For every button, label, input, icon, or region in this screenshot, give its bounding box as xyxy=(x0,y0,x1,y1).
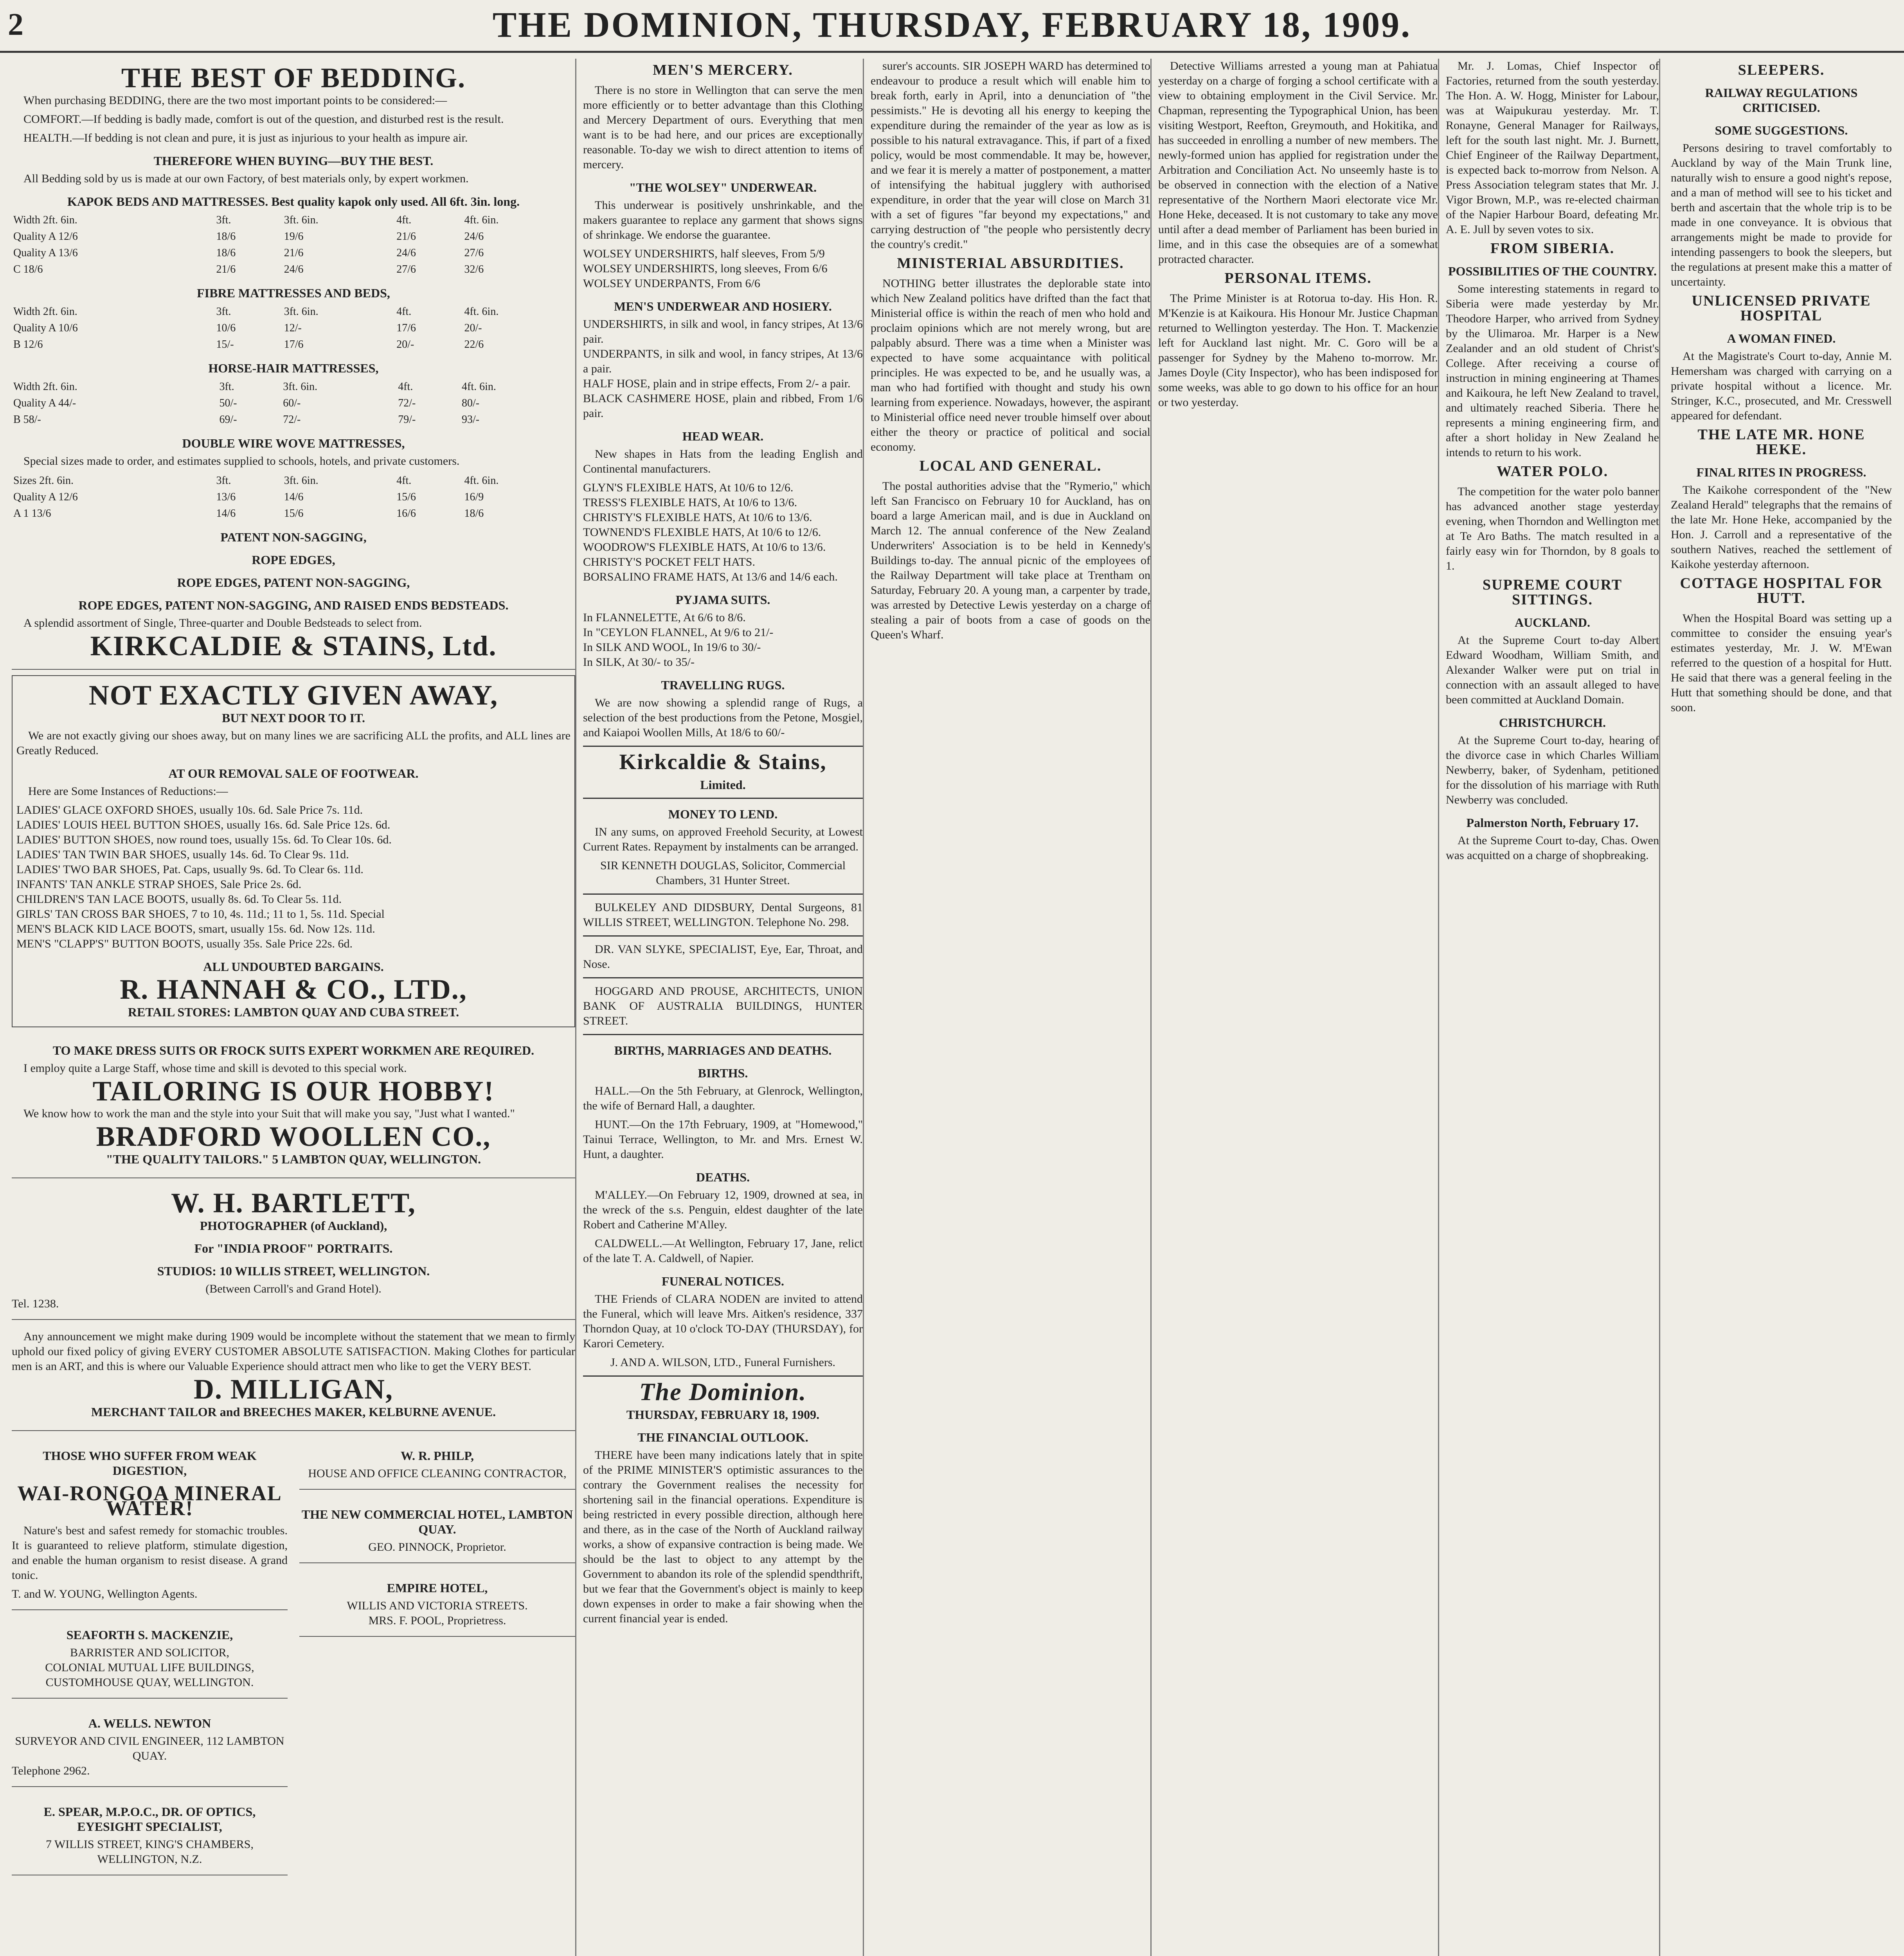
birth-notice: HUNT.—On the 17th February, 1909, at "Homewood," Tainui Terrace, Wellington, to Mr. and Mrs. Ernest W. Hunt, a daughter. xyxy=(583,1118,863,1161)
bradford-name: BRADFORD WOOLLEN CO., xyxy=(96,1121,491,1152)
wolsey-item: WOLSEY UNDERPANTS, From 6/6 xyxy=(583,277,760,290)
birth-notice: HALL.—On the 5th February, at Glenrock, Wellington, the wife of Bernard Hall, a daughter. xyxy=(583,1084,863,1112)
heke-subheading: FINAL RITES IN PROGRESS. xyxy=(1696,465,1866,479)
bedding-health: HEALTH.—If bedding is not clean and pure, it is just as injurious to your health as impure air. xyxy=(23,131,468,144)
absurdities-text: NOTHING better illustrates the deplorable state into which New Zealand politics have drifted than the fact that Ministerial office is within the reach of men who hold and proclaim opinions which are not merely wrong, but are palpably absurd. There was a time when a Minister was expected to have some acquaintance with political principles. He was expected to be, and he usually was, a man who had fortified with thought and study his own learning from experience. Nowadays, however, the aspirant to Ministerial office need never trouble himself over about either the theory or practice of political and social economy. xyxy=(871,277,1150,453)
reductions-intro: Here are Some Instances of Reductions:— xyxy=(28,785,228,798)
seaforth-advert xyxy=(12,1616,288,1699)
bedding-therefore: THEREFORE WHEN BUYING—BUY THE BEST. xyxy=(153,154,434,168)
personal-heading: PERSONAL ITEMS. xyxy=(1224,270,1372,286)
cottage-text: When the Hospital Board was setting up a committee to consider the ensuing year's estimates yesterday, Mr. J. W. M'Ewan referred to the question of a hospital for Hutt. He said that there was a general feeling in the Hutt that something should be done, and that soon. xyxy=(1671,612,1892,714)
douglas-name: SIR KENNETH DOUGLAS, Solicitor, Commercial Chambers, 31 Hunter Street. xyxy=(600,859,846,887)
supreme-court-heading: SUPREME COURT SITTINGS. xyxy=(1482,577,1623,608)
divider xyxy=(583,977,863,978)
rugs-text: We are now showing a splendid range of Rugs, a selection of the best productions from the Petone, Mosgiel, and Kaiapoi Woollen Mills, At 18/6 to 60/- xyxy=(583,696,863,739)
bedding-factory-note: All Bedding sold by us is made at our own Factory, of best materials only, by expert workmen. xyxy=(23,172,469,185)
pool-name: MRS. F. POOL, Proprietress. xyxy=(368,1614,506,1627)
bedding-headline: THE BEST OF BEDDING. xyxy=(121,62,466,93)
tailoring-headline: TAILORING IS OUR HOBBY! xyxy=(92,1075,495,1107)
bmd-heading: BIRTHS, MARRIAGES AND DEATHS. xyxy=(614,1043,832,1057)
sleepers-heading: SLEEPERS. xyxy=(1738,62,1825,78)
pyjama-heading: PYJAMA SUITS. xyxy=(675,593,770,607)
headwear-item: CHRISTY'S POCKET FELT HATS. xyxy=(583,556,755,568)
footwear-advert xyxy=(12,675,575,1027)
wolsey-text: This underwear is positively unshrinkable, and the makers guarantee to replace any garment that shows signs of shrinkage. We endorse the guarantee. xyxy=(583,199,863,241)
bartlett-between: (Between Carroll's and Grand Hotel). xyxy=(205,1282,382,1295)
news-column-b xyxy=(1671,59,1892,1956)
bedsteads-note: A splendid assortment of Single, Three-quarter and Double Bedsteads to select from. xyxy=(23,617,422,629)
bartlett-studios: STUDIOS: 10 WILLIS STREET, WELLINGTON. xyxy=(157,1264,430,1278)
local-news-column xyxy=(1158,59,1439,1956)
bedding-comfort: COMFORT.—If bedding is badly made, comfort is out of the question, and disturbed rest is the result. xyxy=(23,113,504,126)
bedding-intro: When purchasing BEDDING, there are the two most important points to be considered:— xyxy=(23,94,447,107)
outlook-heading: THE FINANCIAL OUTLOOK. xyxy=(637,1430,808,1444)
wolsey-item: WOLSEY UNDERSHIRTS, half sleeves, From 5/9 xyxy=(583,247,825,260)
empire-sub: WILLIS AND VICTORIA STREETS. xyxy=(347,1599,528,1612)
kirkcaldie-logo: Kirkcaldie & Stains, xyxy=(619,750,827,774)
rope-raised-heading: ROPE EDGES, PATENT NON-SAGGING, AND RAISED ENDS BEDSTEADS. xyxy=(78,598,509,612)
wolsey-heading: "THE WOLSEY" UNDERWEAR. xyxy=(629,180,817,194)
vanslyke-advert: DR. VAN SLYKE, SPECIALIST, Eye, Ear, Throat, and Nose. xyxy=(583,943,863,971)
hospital-heading: UNLICENSED PRIVATE HOSPITAL xyxy=(1692,293,1871,324)
headwear-item: TRESS'S FLEXIBLE HATS, At 10/6 to 13/6. xyxy=(583,496,797,509)
bartlett-advert xyxy=(12,1184,575,1320)
reduction-item: CHILDREN'S TAN LACE BOOTS, usually 8s. 6d. To Clear 5s. 11d. xyxy=(16,893,342,906)
divider xyxy=(583,1034,863,1035)
reduction-item: LADIES' TAN TWIN BAR SHOES, usually 14s. 6d. To Clear 9s. 11d. xyxy=(16,848,349,861)
horsehair-heading: HORSE-HAIR MATTRESSES, xyxy=(208,361,379,375)
empire-name: EMPIRE HOTEL, xyxy=(387,1581,488,1595)
milligan-intro: Any announcement we might make during 1909 would be incomplete without the statement that we mean to firmly uphold our fixed policy of giving EVERY CUSTOMER ABSOLUTE SATISFACTION. Making Clothes for particular men is an ART, and this is where our Valuable Experience should attract men who like to get the VERY BEST. xyxy=(12,1330,575,1373)
small-adverts-right xyxy=(299,1436,575,1881)
christchurch-heading: CHRISTCHURCH. xyxy=(1499,716,1606,730)
mercery-column xyxy=(583,59,864,1956)
headwear-item: BORSALINO FRAME HATS, At 13/6 and 14/6 each. xyxy=(583,570,838,583)
reduction-item: GIRLS' TAN CROSS BAR SHOES, 7 to 10, 4s. 11d.; 11 to 1, 5s. 11d. Special xyxy=(16,908,385,920)
bartlett-sub: PHOTOGRAPHER (of Auckland), xyxy=(200,1219,387,1233)
underwear-item: BLACK CASHMERE HOSE, plain and ribbed, From 1/6 pair. xyxy=(583,392,863,420)
wire-price-table: Sizes 2ft. 6in. 3ft. 3ft. 6in. 4ft. 4ft. 6in. Quality A 12/6 13/6 14/6 15/6 16/9 A 1 13/6 14/6 15/6 16/6 18/6 xyxy=(13,475,499,520)
bradford-sub: "THE QUALITY TAILORS." 5 LAMBTON QUAY, WELLINGTON. xyxy=(106,1152,481,1166)
dominion-date: THURSDAY, FEBRUARY 18, 1909. xyxy=(626,1408,820,1422)
advertisements-column xyxy=(12,59,576,1956)
footwear-text: We are not exactly giving our shoes away, but on many lines we are sacrificing ALL the profits, and ALL lines are Greatly Reduced. xyxy=(16,729,570,757)
wells-sub: SURVEYOR AND CIVIL ENGINEER, 112 LAMBTON QUAY. xyxy=(15,1735,284,1762)
editorial-column xyxy=(871,59,1152,1956)
wells-name: A. WELLS. NEWTON xyxy=(88,1716,211,1730)
empire-advert xyxy=(299,1569,575,1637)
reduction-item: LADIES' LOUIS HEEL BUTTON SHOES, usually 16s. 6d. Sale Price 12s. 6d. xyxy=(16,818,391,831)
kapok-price-table: Width 2ft. 6in. 3ft. 3ft. 6in. 4ft. 4ft. 6in. Quality A 12/6 18/6 19/6 21/6 24/6 Quality A 13/6 18/6 21/6 24/6 27/6 C 18/6 21/6 24/6 27/6 32/6 xyxy=(13,214,499,275)
wairongoa-name: WAI-RONGOA MINERAL WATER! xyxy=(17,1481,282,1520)
funeral-text: THE Friends of CLARA NODEN are invited to attend the Funeral, which will leave Mrs. Aitken's residence, 337 Thorndon Quay, at 10 o'clock TO-DAY (THURSDAY), for Karori Cemetery. xyxy=(583,1293,863,1350)
mercery-text: There is no store in Wellington that can serve the men more efficiently or to better advantage than this Clothing and Mercery Department of ours. Everything that men want is to be had here, and our prices are exceptionally reasonable. To-day we wish to direct attention to items of mercery. xyxy=(583,84,863,171)
patent-heading: PATENT NON-SAGGING, xyxy=(220,530,367,544)
births-heading: BIRTHS. xyxy=(698,1066,748,1080)
headwear-text: New shapes in Hats from the leading English and Continental manufacturers. xyxy=(583,448,863,475)
outlook-continued: surer's accounts. SIR JOSEPH WARD has determined to endeavour to produce a result which will enable him to break forth, early in April, into a denunciation of "the pessimists." He is devoting all his energy to keeping the expenditure during the remainder of the year as low as is possible to his natural extravagance. This, if part of a fixed policy, would be most commendable. It may be, however, and we fear it is merely a matter of postponement, a matter of intensifying the habitual jugglery with authorised expenditure, in order that the year will close on March 31 with a set of figures "far beyond my expectations," and carrying destruction of "the people who persistently decry the country's credit." xyxy=(871,59,1150,251)
money-text: IN any sums, on approved Freehold Security, at Lowest Current Rates. Repayment by instalments can be arranged. xyxy=(583,825,863,853)
hoggard-advert: HOGGARD AND PROUSE, ARCHITECTS, UNION BANK OF AUSTRALIA BUILDINGS, HUNTER STREET. xyxy=(583,985,863,1027)
underwear-item: HALF HOSE, plain and in stripe effects, From 2/- a pair. xyxy=(583,377,851,390)
headwear-item: CHRISTY'S FLEXIBLE HATS, At 10/6 to 13/6. xyxy=(583,511,812,524)
pyjama-item: In SILK, At 30/- to 35/- xyxy=(583,656,695,669)
pyjama-item: In FLANNELETTE, At 6/6 to 8/6. xyxy=(583,611,746,624)
spear-name: E. SPEAR, M.P.O.C., DR. OF OPTICS, EYESIGHT SPECIALIST, xyxy=(43,1805,256,1834)
local-continued: Detective Williams arrested a young man at Pahiatua yesterday on a charge of forging a school certificate with a view to obtaining employment in the Civil Service. Mr. Chapman, representing the Typographical Union, has been visiting Westport, Reefton, Greymouth, and Hokitika, and has succeeded in enrolling a number of new members. The newly-formed union has applied for registration under the Arbitration and Conciliation Act. No unseemly haste is to be observed in connection with the election of a Native representative of the Northern Maori electorate vice Mr. Hone Heke, deceased. It is not customary to take any move until after a dead member of Parliament has been buried in lime, and in this case the obsequies are of a somewhat protracted character. xyxy=(1158,59,1438,266)
seaforth-name: SEAFORTH S. MACKENZIE, xyxy=(66,1628,233,1642)
personal-continued: Mr. J. Lomas, Chief Inspector of Factories, returned from the south yesterday. The Hon. A. W. Hogg, Minister for Labour, was at Waipukurau yesterday. Mr. T. Ronayne, General Manager for Railways, left for the south last night. Mr. J. Burnett, Chief Engineer of the Railway Department, is expected back to-morrow from Nelson. A Press Association telegram states that Mr. J. Vigor Brown, M.P., was re-elected chairman of the Napier Harbour Board, defeating Mr. A. E. Jull by seven votes to six. xyxy=(1446,59,1659,236)
commercial-advert xyxy=(299,1495,575,1563)
dress-suits: TO MAKE DRESS SUITS OR FROCK SUITS EXPERT WORKMEN ARE REQUIRED. xyxy=(52,1043,534,1057)
kapok-heading: KAPOK BEDS AND MATTRESSES. Best quality kapok only used. All 6ft. 3in. long. xyxy=(67,194,520,209)
seaforth-sub: BARRISTER AND SOLICITOR, xyxy=(70,1646,229,1659)
divider xyxy=(583,746,863,747)
rugs-heading: TRAVELLING RUGS. xyxy=(661,678,785,692)
small-adverts-left xyxy=(12,1436,288,1881)
underwear-item: UNDERSHIRTS, in silk and wool, in fancy stripes, At 13/6 pair. xyxy=(583,318,863,345)
reduction-item: MEN'S BLACK KID LACE BOOTS, smart, usually 15s. 6d. Now 12s. 11d. xyxy=(16,922,375,935)
tailoring-text: We know how to work the man and the style into your Suit that will make you say, "Just what I wanted." xyxy=(23,1107,515,1120)
christchurch-text: At the Supreme Court to-day, hearing of the divorce case in which Charles William Newberry, baker, of Sydenham, petitioned for the dissolution of his marriage with Ruth Newberry was concluded. xyxy=(1446,734,1659,806)
wairongoa-text: Nature's best and safest remedy for stomachic troubles. It is guaranteed to relieve platform, stimulate digestion, and enable the human organism to resist disease. A grand tonic. xyxy=(12,1524,288,1582)
headwear-item: GLYN'S FLEXIBLE HATS, At 10/6 to 12/6. xyxy=(583,481,794,494)
divider xyxy=(583,798,863,799)
auckland-text: At the Supreme Court to-day Albert Edward Woodham, William Smith, and Alexander Walker were put on trial in connection with an assault alleged to have been committed at Auckland Domain. xyxy=(1446,634,1659,706)
tailoring-advert xyxy=(12,1031,575,1178)
wells-advert xyxy=(12,1704,288,1787)
wells-tel: Telephone 2962. xyxy=(12,1764,90,1777)
auckland-heading: AUCKLAND. xyxy=(1515,615,1590,629)
sleepers-subheading: RAILWAY REGULATIONS CRITICISED. xyxy=(1705,86,1858,115)
cottage-heading: COTTAGE HOSPITAL FOR HUTT. xyxy=(1680,575,1883,606)
small-adverts xyxy=(12,1436,575,1881)
waterpolo-heading: WATER POLO. xyxy=(1496,463,1609,480)
milligan-advert xyxy=(12,1325,575,1431)
palmerston-heading: Palmerston North, February 17. xyxy=(1466,816,1639,830)
footwear-headline: NOT EXACTLY GIVEN AWAY, xyxy=(88,680,498,711)
siberia-heading: FROM SIBERIA. xyxy=(1490,240,1615,257)
page-number: 2 xyxy=(8,7,23,42)
fibre-price-table: Width 2ft. 6in. 3ft. 3ft. 6in. 4ft. 4ft. 6in. Quality A 10/6 10/6 12/- 17/6 20/- B 12/6 15/- 17/6 20/- 22/6 xyxy=(13,306,499,351)
bedding-advert xyxy=(12,59,575,670)
reduction-item: LADIES' GLACE OXFORD SHOES, usually 10s. 6d. Sale Price 7s. 11d. xyxy=(16,804,363,816)
headwear-item: TOWNEND'S FLEXIBLE HATS, At 10/6 to 12/6. xyxy=(583,526,821,539)
siberia-subheading: POSSIBILITIES OF THE COUNTRY. xyxy=(1448,264,1657,278)
siberia-text: Some interesting statements in regard to Siberia were made yesterday by Mr. Theodore Harper, who arrived from Sydney by the Ulimaroa. Mr. Harper is a New Zealander and an old student of Christ's College. After receiving a course of instruction in mining engineering at Thames and Kaikoura, he left New Zealand to travel, and ultimately reached Siberia. There he represents a mining engineering firm, and after a short holiday in New Zealand he intends to return to his work. xyxy=(1446,282,1659,459)
hannah-name: R. HANNAH & CO., LTD., xyxy=(120,974,467,1005)
bartlett-tel: Tel. 1238. xyxy=(12,1297,59,1310)
pyjama-item: In SILK AND WOOL, In 19/6 to 30/- xyxy=(583,641,761,654)
wairongoa-intro: THOSE WHO SUFFER FROM WEAK DIGESTION, xyxy=(43,1449,257,1478)
deaths-heading: DEATHS. xyxy=(696,1170,750,1184)
wilson-name: J. AND A. WILSON, LTD., Funeral Furnishers. xyxy=(610,1356,835,1369)
wolsey-item: WOLSEY UNDERSHIRTS, long sleeves, From 6/6 xyxy=(583,262,828,275)
philp-name: W. R. PHILP, xyxy=(400,1449,474,1463)
death-notice: CALDWELL.—At Wellington, February 17, Jane, relict of the late T. A. Caldwell, of Napier. xyxy=(583,1237,863,1265)
milligan-name: D. MILLIGAN, xyxy=(193,1374,394,1405)
bartlett-for: For "INDIA PROOF" PORTRAITS. xyxy=(194,1241,393,1255)
mercery-heading: MEN'S MERCERY. xyxy=(653,62,793,78)
sleepers-text: Persons desiring to travel comfortably to Auckland by way of the Main Trunk line, naturally wish to ensure a good night's repose, and a man of method will see to his ticket and berth and ascertain that the whole trip is to be made in one conveyance. It is obvious that arrangements might be made to provide for intending passengers to book the sleepers, but the regulations at present make this a matter of uncertainty. xyxy=(1671,142,1892,288)
money-heading: MONEY TO LEND. xyxy=(668,807,778,821)
reduction-item: LADIES' TWO BAR SHOES, Pat. Caps, usually 9s. 6d. To Clear 6s. 11d. xyxy=(16,863,364,876)
reduction-item: LADIES' BUTTON SHOES, now round toes, usually 15s. 6d. To Clear 10s. 6d. xyxy=(16,833,392,846)
fibre-heading: FIBRE MATTRESSES AND BEDS, xyxy=(197,286,390,300)
waterpolo-text: The competition for the water polo banner has advanced another stage yesterday evening, when Thorndon and Wellington met at Te Aro Baths. The match resulted in a fairly easy win for Thorndon, by 8 goals to 1. xyxy=(1446,485,1659,572)
funeral-heading: FUNERAL NOTICES. xyxy=(662,1274,784,1288)
young-agents: T. and W. YOUNG, Wellington Agents. xyxy=(12,1587,198,1600)
commercial-name: THE NEW COMMERCIAL HOTEL, LAMBTON QUAY. xyxy=(301,1507,573,1536)
death-notice: M'ALLEY.—On February 12, 1909, drowned at sea, in the wreck of the s.s. Penguin, eldest daughter of the late Robert and Catherine M'Alley. xyxy=(583,1188,863,1231)
underwear-item: UNDERPANTS, in silk and wool, in fancy stripes, At 13/6 a pair. xyxy=(583,347,863,375)
masthead xyxy=(0,0,1904,53)
pinnock-name: GEO. PINNOCK, Proprietor. xyxy=(368,1541,506,1553)
newspaper-title: THE DOMINION, THURSDAY, FEBRUARY 18, 1909. xyxy=(492,5,1412,45)
underwear-heading: MEN'S UNDERWEAR AND HOSIERY. xyxy=(614,299,832,313)
dominion-masthead: The Dominion. xyxy=(639,1378,807,1406)
spear-addr: 7 WILLIS STREET, KING'S CHAMBERS, WELLINGTON, N.Z. xyxy=(46,1838,254,1866)
local-heading: LOCAL AND GENERAL. xyxy=(919,458,1102,474)
divider xyxy=(583,894,863,895)
news-column-a xyxy=(1446,59,1660,1956)
hospital-subheading: A WOMAN FINED. xyxy=(1727,331,1836,345)
spear-advert xyxy=(12,1792,288,1875)
outlook-text: THERE have been many indications lately that in spite of the PRIME MINISTER'S optimistic assurances to the contrary the Government realises the necessity for shortening sail in the financial operations. Expenditure is being restricted in every possible direction, although here and there, as in the case of the North of Auckland railway works, a show of expansive contraction is being made. We should be the last to object to any attempt by the Government to abandon its role of the splendid spendthrift, but we fear that the Government's object is mainly to keep down expenses in order to make a fair showing when the current financial year is ended. xyxy=(583,1449,863,1625)
hospital-text: At the Magistrate's Court to-day, Annie M. Hemersham was charged with carrying on a private hospital without a licence. Mr. Stringer, K.C., prosecuted, and Mr. Cresswell appeared for defendant. xyxy=(1671,350,1892,422)
wairongoa-advert xyxy=(12,1436,288,1610)
wire-note: Special sizes made to order, and estimates supplied to schools, hotels, and private customers. xyxy=(23,455,460,467)
philp-sub: HOUSE AND OFFICE CLEANING CONTRACTOR, xyxy=(308,1467,567,1480)
dress-suits-sub: I employ quite a Large Staff, whose time and skill is devoted to this special work. xyxy=(23,1062,407,1075)
heke-text: The Kaikohe correspondent of the "New Zealand Herald" telegraphs that the remains of the late Mr. Hone Heke, accompanied by the Hon. J. Carroll and a representative of the southern Natives, reached the settlement of Kaikohe yesterday afternoon. xyxy=(1671,484,1892,571)
divider xyxy=(583,935,863,937)
rope-patent-heading: ROPE EDGES, PATENT NON-SAGGING, xyxy=(177,575,410,590)
reduction-item: MEN'S "CLAPP'S" BUTTON BOOTS, usually 35s. Sale Price 22s. 6d. xyxy=(16,937,353,950)
footwear-removal: AT OUR REMOVAL SALE OF FOOTWEAR. xyxy=(168,766,419,780)
kirkcaldie-signature: KIRKCALDIE & STAINS, Ltd. xyxy=(90,630,497,662)
bulkeley-advert: BULKELEY AND DIDSBURY, Dental Surgeons, 81 WILLIS STREET, WELLINGTON. Telephone No. 298. xyxy=(583,901,863,929)
headwear-item: WOODROW'S FLEXIBLE HATS, At 10/6 to 13/6. xyxy=(583,541,826,554)
hannah-stores: RETAIL STORES: LAMBTON QUAY AND CUBA STREET. xyxy=(128,1005,459,1019)
footwear-subhead: BUT NEXT DOOR TO IT. xyxy=(221,711,365,725)
reduction-item: INFANTS' TAN ANKLE STRAP SHOES, Sale Price 2s. 6d. xyxy=(16,878,302,891)
divider xyxy=(583,1375,863,1377)
rope-heading: ROPE EDGES, xyxy=(252,553,335,567)
bargains-line: ALL UNDOUBTED BARGAINS. xyxy=(203,960,384,974)
heke-heading: THE LATE MR. HONE HEKE. xyxy=(1697,426,1865,458)
absurdities-heading: MINISTERIAL ABSURDITIES. xyxy=(897,255,1124,271)
personal-text: The Prime Minister is at Rotorua to-day. His Hon. R. M'Kenzie is at Kaikoura. His Honour Mr. Justice Chapman returned to Wellington yesterday. The Hon. T. Mackenzie left for Auckland last night. Mr. C. Goro will be a passenger for Sydney by the Maheno to-morrow. Mr. James Doyle (City Inspector), who has been indisposed for some weeks, was able to go down to his office for an hour or two yesterday. xyxy=(1158,292,1438,409)
sleepers-subheading-2: SOME SUGGESTIONS. xyxy=(1715,123,1848,137)
bartlett-name: W. H. BARTLETT, xyxy=(171,1187,416,1219)
palmerston-text: At the Supreme Court to-day, Chas. Owen was acquitted on a charge of shopbreaking. xyxy=(1446,834,1659,862)
horsehair-price-table: Width 2ft. 6in. 3ft. 3ft. 6in. 4ft. 4ft. 6in. Quality A 44/- 50/- 60/- 72/- 80/- B 58/- 69/- 72/- 79/- 93/- xyxy=(13,381,496,426)
headwear-heading: HEAD WEAR. xyxy=(682,429,764,443)
wire-heading: DOUBLE WIRE WOVE MATTRESSES, xyxy=(182,436,405,450)
philp-advert xyxy=(299,1436,575,1490)
milligan-sub: MERCHANT TAILOR and BREECHES MAKER, KELBURNE AVENUE. xyxy=(91,1405,496,1419)
pyjama-item: In "CEYLON FLANNEL, At 9/6 to 21/- xyxy=(583,626,774,639)
kirkcaldie-sub: Limited. xyxy=(700,778,746,792)
local-text: The postal authorities advise that the "Rymerio," which left San Francisco on February 10 for Auckland, has on board a large American mail, and is due in Auckland on March 12. The annual conference of the New Zealand Underwriters' Association is to be held in Kennedy's Buildings to-day. The annual picnic of the employees of the Railway Department will take place at Trentham on Saturday, February 20. A young man, a carpenter by trade, was arrested by Detective Lewis yesterday on a charge of stealing a pair of boots from a case of goods on the Queen's Wharf. xyxy=(871,480,1150,641)
seaforth-addr: COLONIAL MUTUAL LIFE BUILDINGS, CUSTOMHOUSE QUAY, WELLINGTON. xyxy=(45,1661,254,1689)
